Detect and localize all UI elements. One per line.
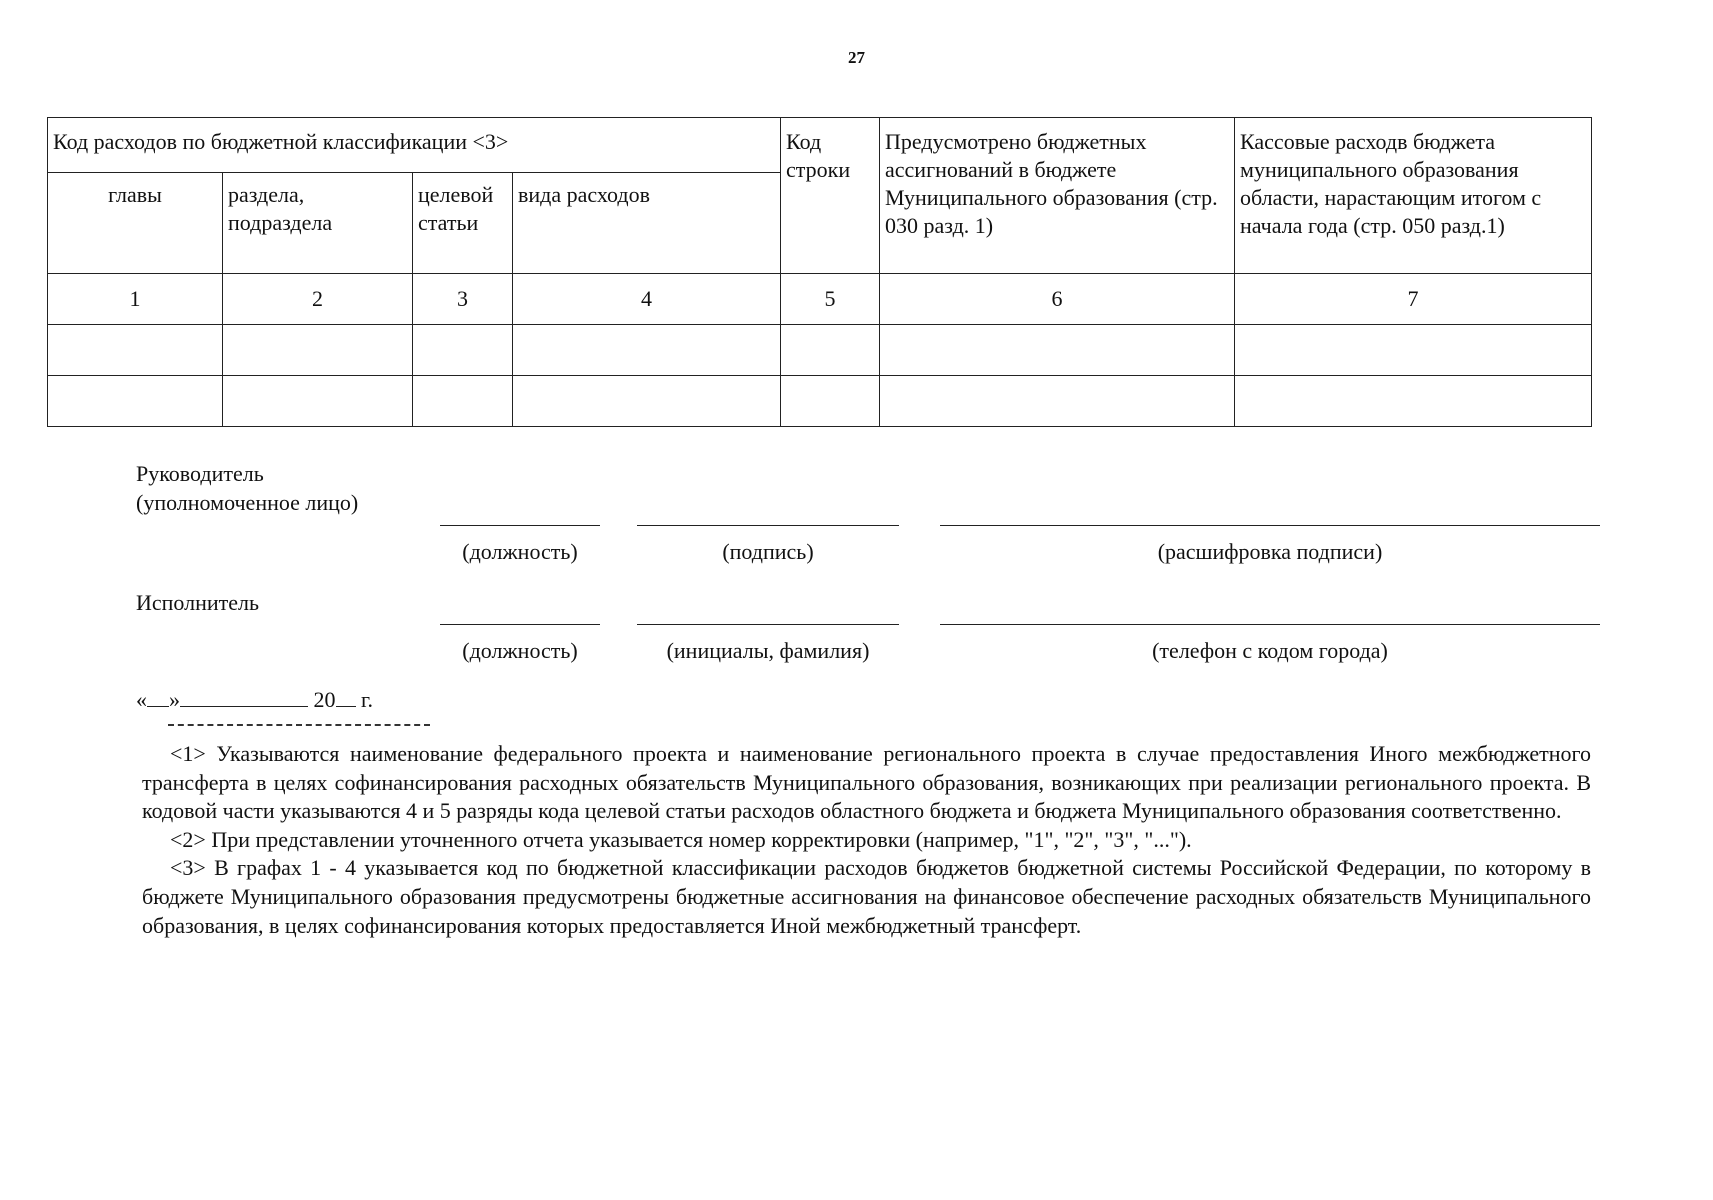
date-close-quote: » xyxy=(169,687,180,712)
head-signature-decoding-line xyxy=(940,525,1600,526)
date-year-suffix: г. xyxy=(361,687,374,712)
cash-expenses-header: Кассовые расходв бюджета муниципального образования области, нарастающим итогом с начала года (стр. 050 разд.1) xyxy=(1235,118,1592,274)
footnote-1: <1> Указываются наименование федерального проекта и наименование регионального проекта в случае предоставления Иного межбюджетного трансферта в целях софинансирования расходных обязательств Муниципального образования, возникающих при реализации регионального проекта. В кодовой части указываются 4 и 5 разряды кода целевой статьи расходов областного бюджета и бюджета Муниципального образования соответственно. xyxy=(142,741,1591,824)
chapter-header: главы xyxy=(48,173,223,274)
line-code-header: Код строки xyxy=(781,118,880,274)
table-cell xyxy=(48,325,223,376)
date-year-blank xyxy=(336,686,356,707)
column-number: 1 xyxy=(48,274,223,325)
footnote-2: <2> При представлении уточненного отчета указывается номер корректировки (например, "1", "2", "3", "..."). xyxy=(170,826,1192,852)
column-number: 5 xyxy=(781,274,880,325)
table-row xyxy=(48,376,1592,427)
footnote-3: <3> В графах 1 - 4 указывается код по бюджетной классификации расходов бюджетов бюджетной системы Российской Федерации, по которому в бюджете Муниципального образования предусмотрены бюджетные ассигнования на финансовое обеспечение расходных обязательств Муниципального образования, в целях софинансирования которых предоставляется Иной межбюджетный трансферт. xyxy=(142,855,1591,938)
executor-phone-caption: (телефон с кодом города) xyxy=(1152,638,1388,663)
date-day-blank xyxy=(147,686,169,707)
target-article-header: целевой статьи xyxy=(413,173,513,274)
column-number: 3 xyxy=(413,274,513,325)
table-cell xyxy=(413,376,513,427)
table-cell xyxy=(880,376,1235,427)
table-cell xyxy=(513,325,781,376)
head-position-line xyxy=(440,525,600,526)
head-label xyxy=(136,459,358,517)
executor-position-caption: (должность) xyxy=(462,638,578,663)
section-header: раздела, подраздела xyxy=(223,173,413,274)
planned-allocations-header: Предусмотрено бюджетных ассигнований в бюджете Муниципального образования (стр. 030 разд. 1) xyxy=(880,118,1235,274)
table-cell xyxy=(413,325,513,376)
column-number: 2 xyxy=(223,274,413,325)
table-cell xyxy=(781,376,880,427)
head-position-caption: (должность) xyxy=(462,539,578,564)
table-cell xyxy=(1235,376,1592,427)
executor-label: Исполнитель xyxy=(136,590,260,615)
budget-code-group-header: Код расходов по бюджетной классификации <3> xyxy=(48,118,781,173)
head-label-title: Руководитель xyxy=(136,461,264,486)
table-cell xyxy=(513,376,781,427)
table-cell xyxy=(880,325,1235,376)
table-cell xyxy=(781,325,880,376)
executor-position-line xyxy=(440,624,600,625)
executor-name-line xyxy=(637,624,899,625)
expense-type-header: вида расходов xyxy=(513,173,781,274)
column-number: 4 xyxy=(513,274,781,325)
table-row xyxy=(48,325,1592,376)
head-signature-line xyxy=(637,525,899,526)
head-label-subtitle: (уполномоченное лицо) xyxy=(136,490,359,515)
table-cell xyxy=(48,376,223,427)
head-signature-caption: (подпись) xyxy=(722,539,814,564)
table-cell xyxy=(1235,325,1592,376)
date-line xyxy=(136,686,373,713)
date-open-quote: « xyxy=(136,687,147,712)
head-decoding-caption: (расшифровка подписи) xyxy=(1157,539,1383,564)
executor-phone-line xyxy=(940,624,1600,625)
footnotes xyxy=(142,740,1591,940)
column-number: 7 xyxy=(1235,274,1592,325)
page-number: 27 xyxy=(848,48,865,67)
column-number: 6 xyxy=(880,274,1235,325)
footnote-separator xyxy=(168,724,430,726)
executor-name-caption: (инициалы, фамилия) xyxy=(666,638,870,663)
table-cell xyxy=(223,376,413,427)
date-month-blank xyxy=(180,686,308,707)
budget-table xyxy=(47,117,1592,427)
table-cell xyxy=(223,325,413,376)
date-year-prefix: 20 xyxy=(313,687,336,712)
